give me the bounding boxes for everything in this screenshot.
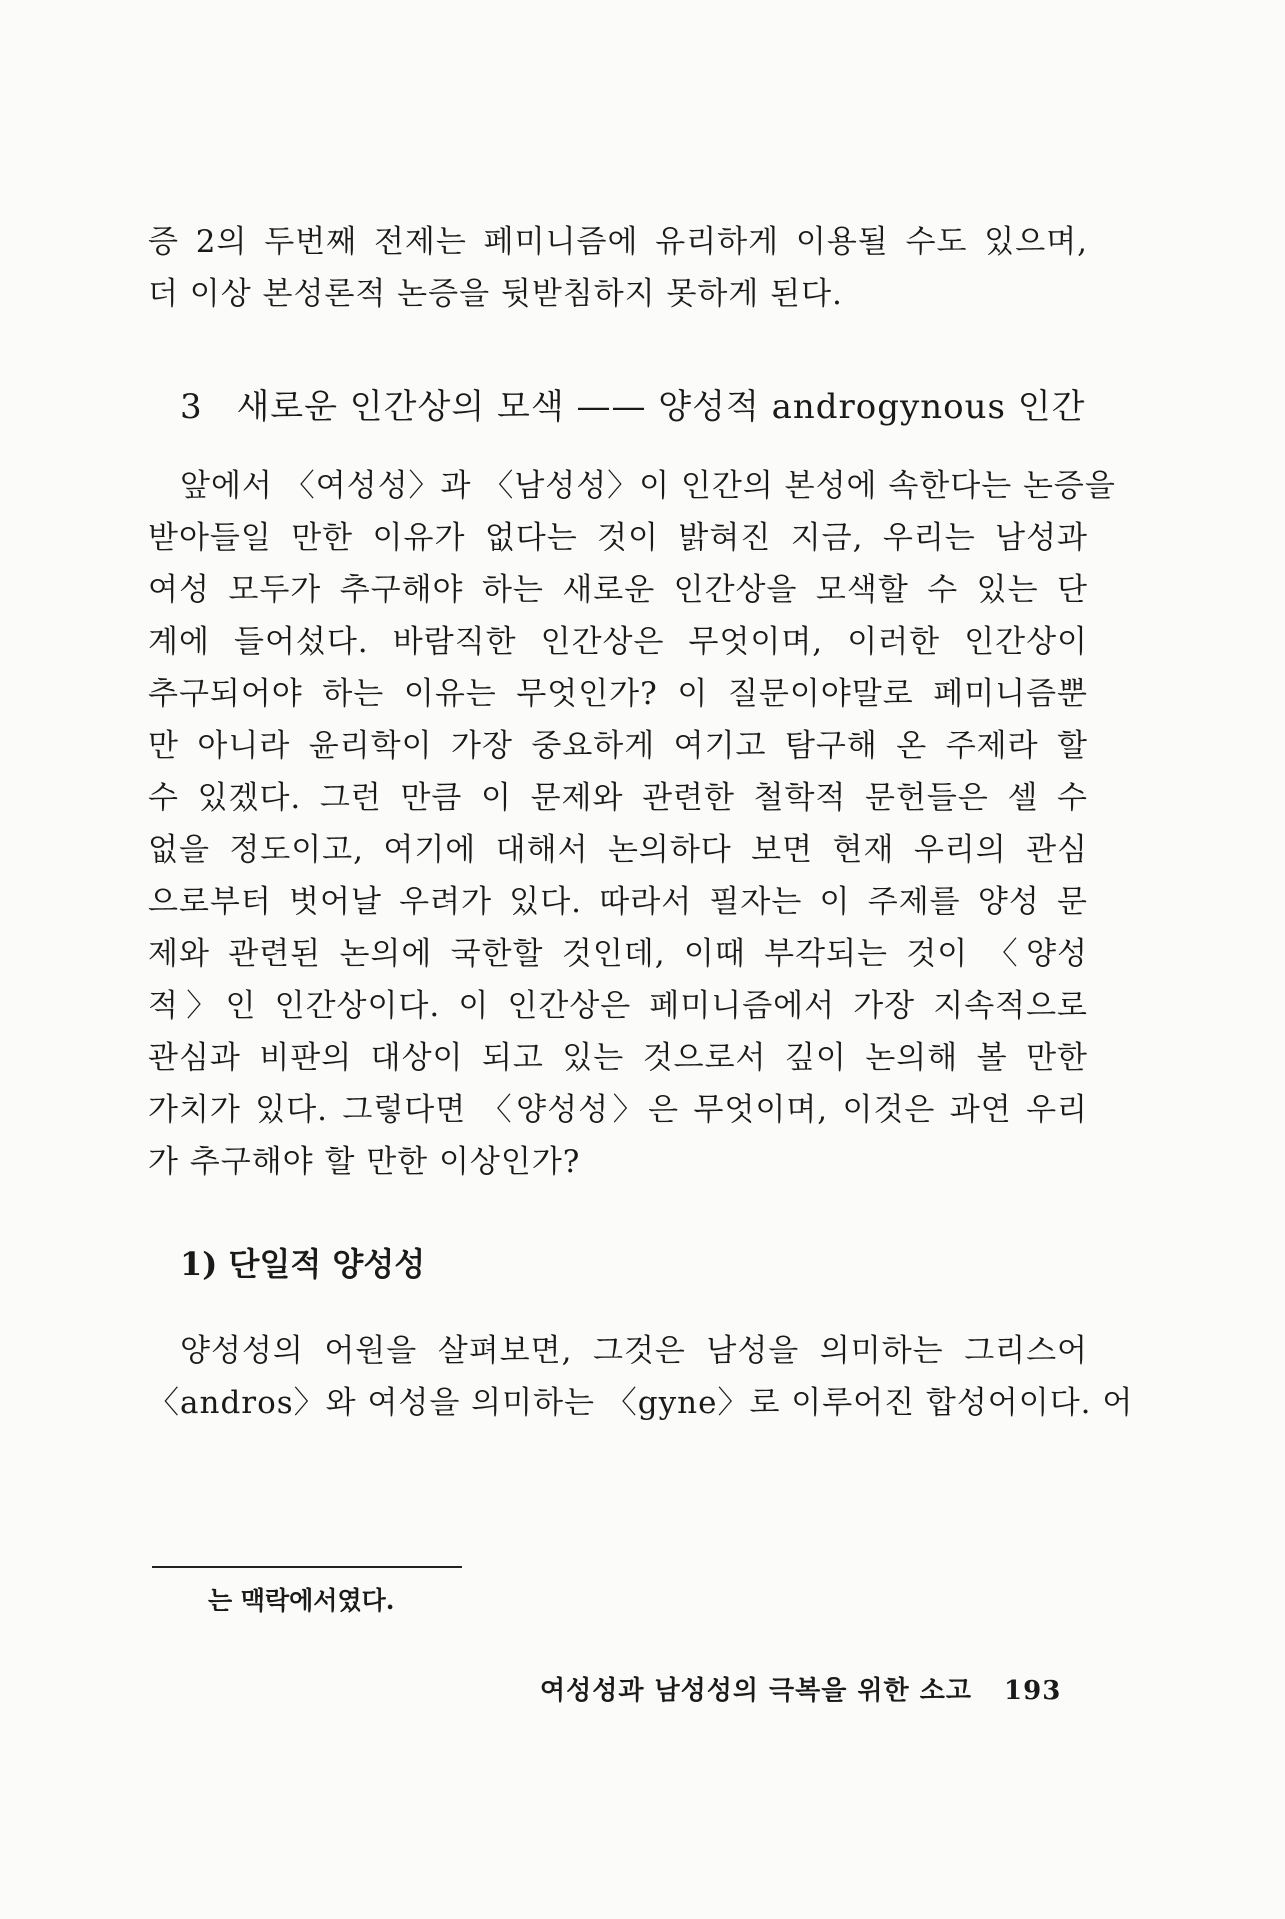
text-line: 만 아니라 윤리학이 가장 중요하게 여기고 탐구해 온 주제라 할 bbox=[148, 728, 1088, 764]
section-number: 3 bbox=[180, 387, 203, 427]
text-line: 증 2의 두번째 전제는 페미니즘에 유리하게 이용될 수도 있으며, bbox=[148, 224, 1088, 260]
text-line: 관심과 비판의 대상이 되고 있는 것으로서 깊이 논의해 볼 만한 bbox=[148, 1040, 1088, 1076]
section-heading bbox=[180, 385, 1086, 429]
text-line: 제와 관련된 논의에 국한할 것인데, 이때 부각되는 것이 〈양성 bbox=[148, 936, 1088, 972]
footnote-text: 는 맥락에서였다. bbox=[208, 1586, 395, 1615]
running-title: 여성성과 남성성의 극복을 위한 소고 bbox=[540, 1676, 972, 1706]
text-line: 앞에서 〈여성성〉과 〈남성성〉이 인간의 본성에 속한다는 논증을 bbox=[180, 468, 1116, 504]
text-line: 으로부터 벗어날 우려가 있다. 따라서 필자는 이 주제를 양성 문 bbox=[148, 884, 1088, 920]
text-line: 가치가 있다. 그렇다면 〈양성성〉은 무엇이며, 이것은 과연 우리 bbox=[148, 1092, 1088, 1128]
page-number: 193 bbox=[1004, 1676, 1062, 1706]
section-title: 새로운 인간상의 모색 —— 양성적 androgynous 인간 bbox=[236, 387, 1086, 427]
text-line: 받아들일 만한 이유가 없다는 것이 밝혀진 지금, 우리는 남성과 bbox=[148, 520, 1088, 556]
text-line: 계에 들어섰다. 바람직한 인간상은 무엇이며, 이러한 인간상이 bbox=[148, 624, 1088, 660]
text-line: 가 추구해야 할 만한 이상인가? bbox=[148, 1144, 581, 1180]
text-line: 여성 모두가 추구해야 하는 새로운 인간상을 모색할 수 있는 단 bbox=[148, 572, 1088, 608]
running-footer bbox=[540, 1673, 1061, 1709]
text-line: 더 이상 본성론적 논증을 뒷받침하지 못하게 된다. bbox=[148, 276, 843, 312]
footnote-divider bbox=[152, 1566, 462, 1568]
text-line: 적〉인 인간상이다. 이 인간상은 페미니즘에서 가장 지속적으로 bbox=[148, 988, 1088, 1024]
text-line: 없을 정도이고, 여기에 대해서 논의하다 보면 현재 우리의 관심 bbox=[148, 832, 1088, 868]
text-line: 수 있겠다. 그런 만큼 이 문제와 관련한 철학적 문헌들은 셀 수 bbox=[148, 780, 1088, 816]
text-line: 추구되어야 하는 이유는 무엇인가? 이 질문이야말로 페미니즘뿐 bbox=[148, 676, 1088, 712]
text-line: 〈andros〉와 여성을 의미하는 〈gyne〉로 이루어진 합성어이다. 어 bbox=[148, 1385, 1134, 1421]
subsection-heading: 1) 단일적 양성성 bbox=[180, 1245, 426, 1283]
text-line: 양성성의 어원을 살펴보면, 그것은 남성을 의미하는 그리스어 bbox=[180, 1333, 1088, 1369]
